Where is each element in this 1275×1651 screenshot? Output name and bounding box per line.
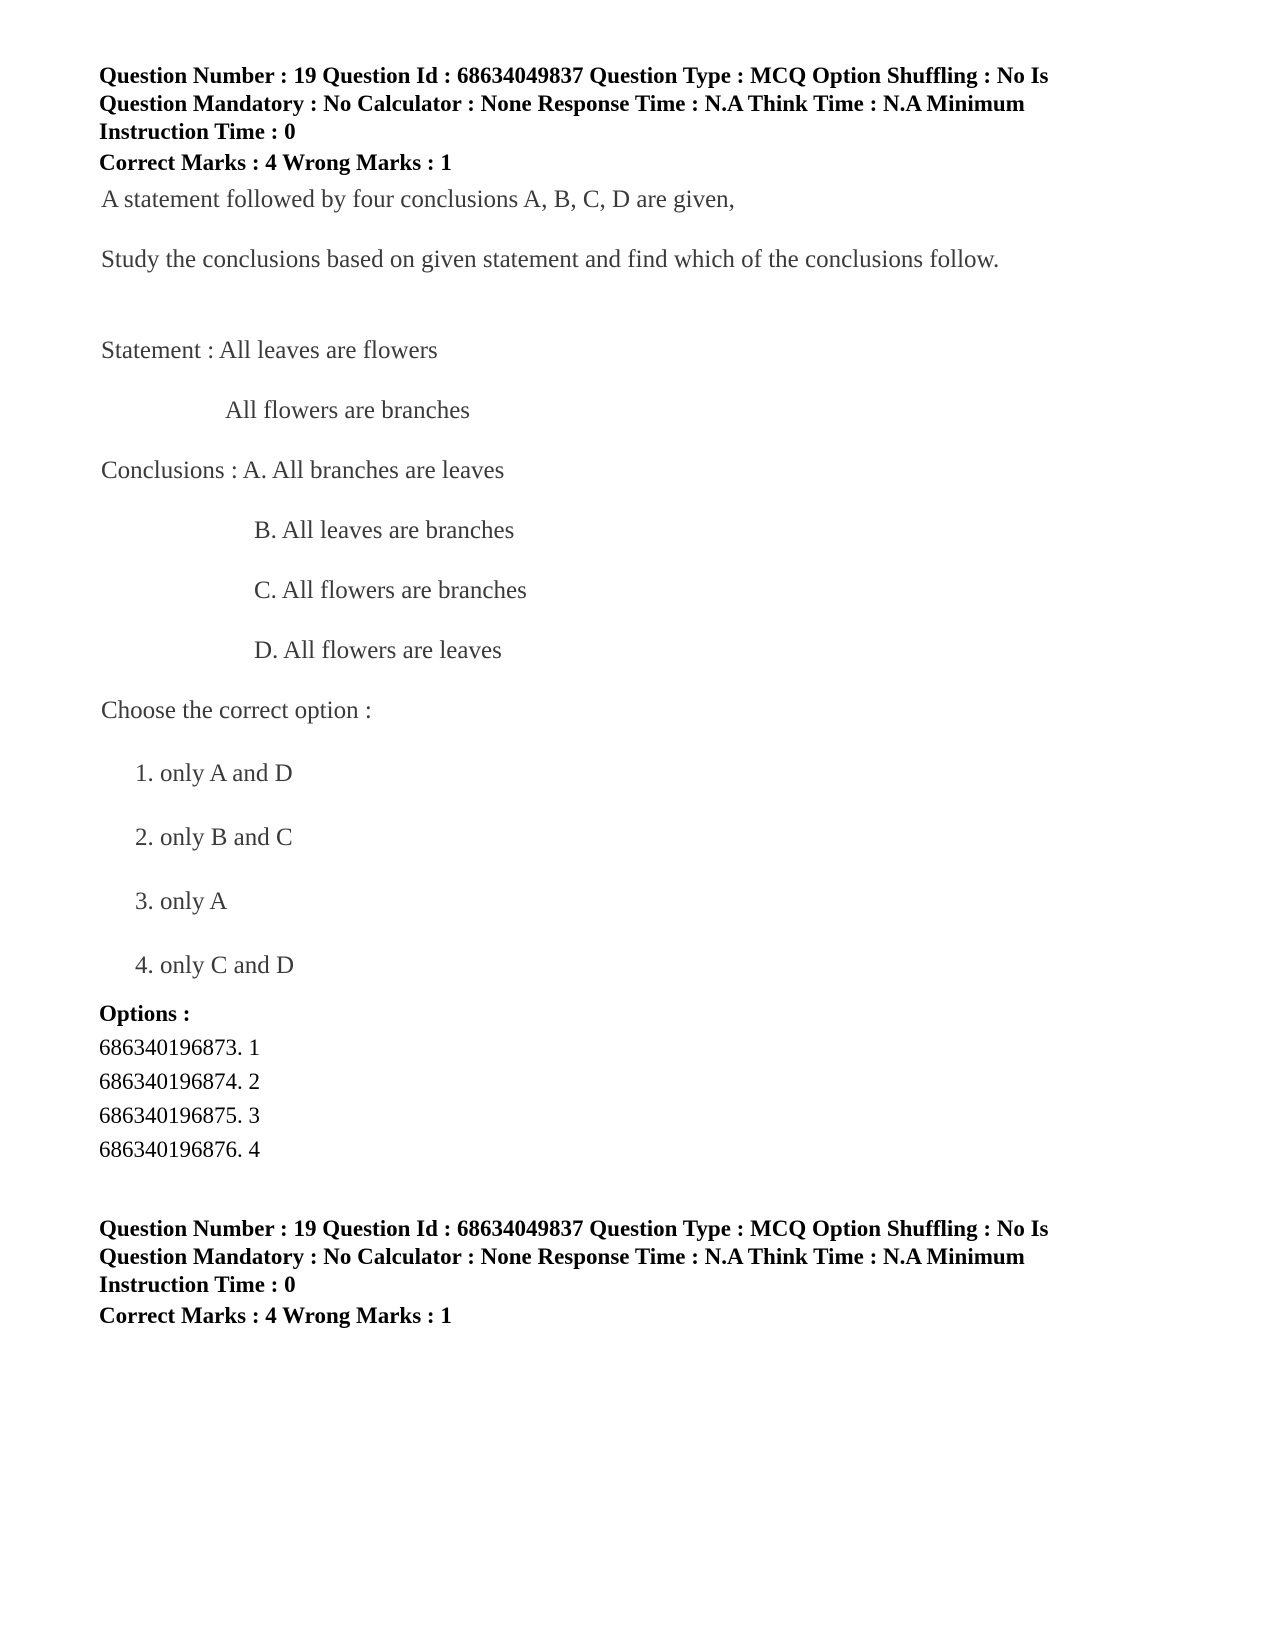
statement-line: All flowers are branches — [225, 397, 471, 424]
conclusion-line: C. All flowers are branches — [254, 577, 527, 604]
choice-item: 1. only A and D — [135, 760, 293, 787]
meta-line: Instruction Time : 0 — [99, 119, 296, 144]
meta-line: Question Mandatory : No Calculator : None Response Time : N.A Think Time : N.A Minimum — [99, 1244, 1025, 1269]
statement-line: Statement : All leaves are flowers — [101, 337, 438, 364]
option-item: 686340196876. 4 — [99, 1137, 260, 1162]
option-item: 686340196873. 1 — [99, 1035, 260, 1060]
meta-line: Instruction Time : 0 — [99, 1272, 296, 1297]
options-heading: Options : — [99, 1001, 191, 1026]
question-meta — [99, 1215, 1179, 1299]
meta-line: Question Number : 19 Question Id : 68634049837 Question Type : MCQ Option Shuffling : No Is — [99, 63, 1049, 88]
marks-line: Correct Marks : 4 Wrong Marks : 1 — [99, 1303, 452, 1328]
option-item: 686340196874. 2 — [99, 1069, 260, 1094]
question-meta — [99, 62, 1179, 146]
question-instruction: Study the conclusions based on given statement and find which of the conclusions follow. — [101, 246, 1000, 273]
question-intro: A statement followed by four conclusions A, B, C, D are given, — [101, 186, 735, 213]
option-item: 686340196875. 3 — [99, 1103, 260, 1128]
meta-line: Question Number : 19 Question Id : 68634049837 Question Type : MCQ Option Shuffling : No Is — [99, 1216, 1049, 1241]
conclusion-line: Conclusions : A. All branches are leaves — [101, 457, 505, 484]
choice-item: 2. only B and C — [135, 824, 293, 851]
choose-prompt: Choose the correct option : — [101, 697, 372, 724]
conclusion-line: B. All leaves are branches — [254, 517, 515, 544]
marks-line: Correct Marks : 4 Wrong Marks : 1 — [99, 150, 452, 175]
conclusion-line: D. All flowers are leaves — [254, 637, 502, 664]
choice-item: 3. only A — [135, 888, 228, 915]
choice-item: 4. only C and D — [135, 952, 295, 979]
meta-line: Question Mandatory : No Calculator : None Response Time : N.A Think Time : N.A Minimum — [99, 91, 1025, 116]
